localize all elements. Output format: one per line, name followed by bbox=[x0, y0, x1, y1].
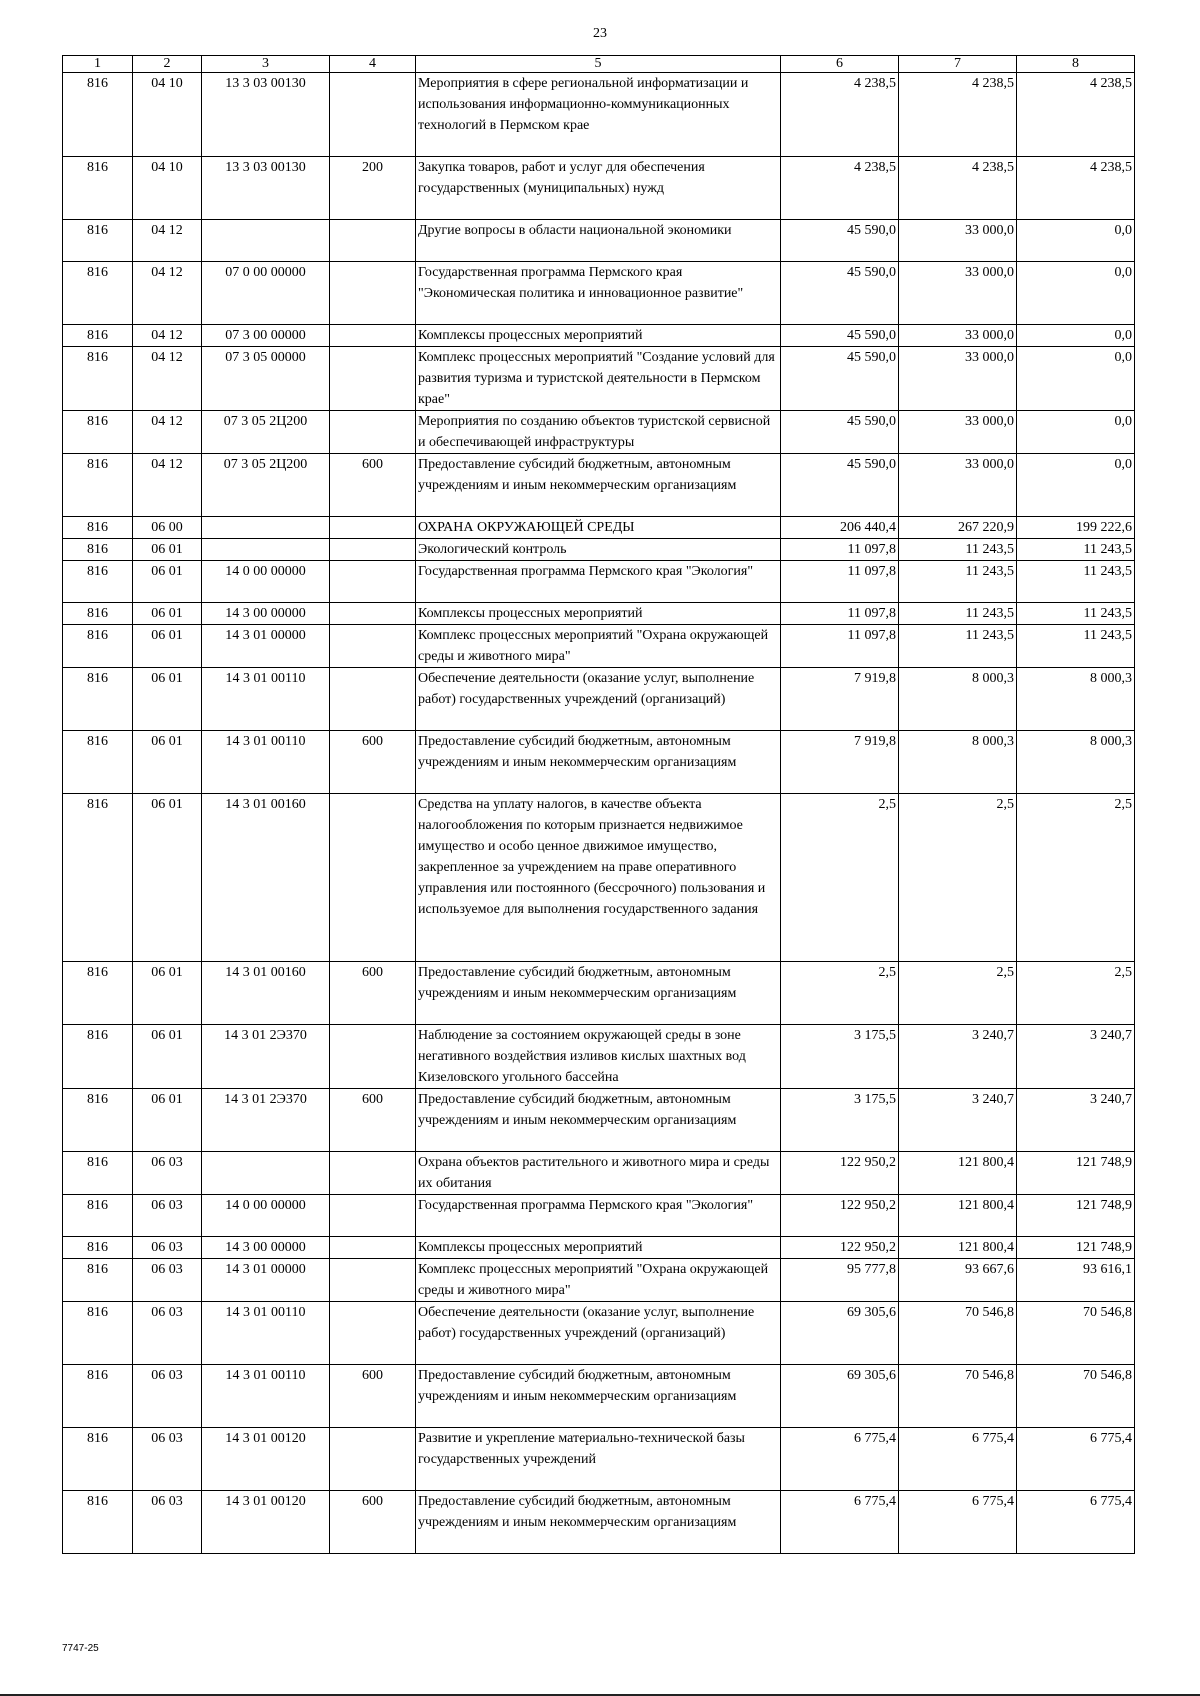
ministry-code-cell: 816 bbox=[63, 1302, 133, 1365]
target-article-cell: 14 3 01 00160 bbox=[202, 962, 330, 1025]
amount-year-3-cell: 2,5 bbox=[1017, 794, 1135, 962]
target-article-cell: 14 3 00 00000 bbox=[202, 1237, 330, 1259]
table-row bbox=[63, 668, 1135, 731]
column-header: 4 bbox=[330, 56, 416, 73]
column-header: 7 bbox=[899, 56, 1017, 73]
amount-year-3-cell: 121 748,9 bbox=[1017, 1152, 1135, 1195]
expense-type-cell bbox=[330, 794, 416, 962]
table-row bbox=[63, 1365, 1135, 1428]
description-cell: Наблюдение за состоянием окружающей среды в зоне негативного воздействия изливов кислых шахтных вод Кизеловского угольного бассейна bbox=[416, 1025, 781, 1089]
amount-year-1-cell: 45 590,0 bbox=[781, 411, 899, 454]
column-header: 5 bbox=[416, 56, 781, 73]
amount-year-1-cell: 6 775,4 bbox=[781, 1428, 899, 1491]
amount-year-3-cell: 3 240,7 bbox=[1017, 1025, 1135, 1089]
amount-year-2-cell: 93 667,6 bbox=[899, 1259, 1017, 1302]
section-code-cell: 06 01 bbox=[133, 1025, 202, 1089]
description-cell: Комплексы процессных мероприятий bbox=[416, 325, 781, 347]
amount-year-1-cell: 122 950,2 bbox=[781, 1152, 899, 1195]
target-article-cell bbox=[202, 539, 330, 561]
document-code: 7747-25 bbox=[62, 1643, 99, 1654]
ministry-code-cell: 816 bbox=[63, 73, 133, 157]
table-row bbox=[63, 517, 1135, 539]
section-code-cell: 04 12 bbox=[133, 262, 202, 325]
target-article-cell: 14 3 01 00120 bbox=[202, 1428, 330, 1491]
amount-year-2-cell: 33 000,0 bbox=[899, 454, 1017, 517]
amount-year-1-cell: 4 238,5 bbox=[781, 73, 899, 157]
ministry-code-cell: 816 bbox=[63, 1237, 133, 1259]
target-article-cell: 14 3 01 00000 bbox=[202, 625, 330, 668]
table-row bbox=[63, 1237, 1135, 1259]
amount-year-1-cell: 3 175,5 bbox=[781, 1025, 899, 1089]
ministry-code-cell: 816 bbox=[63, 668, 133, 731]
target-article-cell: 07 3 05 00000 bbox=[202, 347, 330, 411]
section-code-cell: 06 01 bbox=[133, 794, 202, 962]
amount-year-2-cell: 33 000,0 bbox=[899, 262, 1017, 325]
column-header: 1 bbox=[63, 56, 133, 73]
table-row bbox=[63, 157, 1135, 220]
amount-year-3-cell: 4 238,5 bbox=[1017, 157, 1135, 220]
expense-type-cell bbox=[330, 262, 416, 325]
amount-year-2-cell: 8 000,3 bbox=[899, 731, 1017, 794]
table-row bbox=[63, 1195, 1135, 1237]
amount-year-1-cell: 11 097,8 bbox=[781, 539, 899, 561]
amount-year-3-cell: 0,0 bbox=[1017, 454, 1135, 517]
amount-year-1-cell: 95 777,8 bbox=[781, 1259, 899, 1302]
ministry-code-cell: 816 bbox=[63, 794, 133, 962]
ministry-code-cell: 816 bbox=[63, 220, 133, 262]
amount-year-1-cell: 2,5 bbox=[781, 794, 899, 962]
ministry-code-cell: 816 bbox=[63, 1152, 133, 1195]
expense-type-cell bbox=[330, 411, 416, 454]
amount-year-3-cell: 0,0 bbox=[1017, 325, 1135, 347]
amount-year-2-cell: 4 238,5 bbox=[899, 157, 1017, 220]
target-article-cell: 14 3 01 00110 bbox=[202, 1365, 330, 1428]
amount-year-3-cell: 0,0 bbox=[1017, 262, 1135, 325]
expense-type-cell bbox=[330, 220, 416, 262]
description-cell: ОХРАНА ОКРУЖАЮЩЕЙ СРЕДЫ bbox=[416, 517, 781, 539]
amount-year-1-cell: 206 440,4 bbox=[781, 517, 899, 539]
expense-type-cell bbox=[330, 73, 416, 157]
description-cell: Мероприятия по созданию объектов туристской сервисной и обеспечивающей инфраструктуры bbox=[416, 411, 781, 454]
amount-year-2-cell: 70 546,8 bbox=[899, 1302, 1017, 1365]
amount-year-2-cell: 3 240,7 bbox=[899, 1089, 1017, 1152]
amount-year-1-cell: 122 950,2 bbox=[781, 1237, 899, 1259]
section-code-cell: 04 10 bbox=[133, 157, 202, 220]
target-article-cell: 14 0 00 00000 bbox=[202, 1195, 330, 1237]
section-code-cell: 06 01 bbox=[133, 625, 202, 668]
expense-type-cell bbox=[330, 1237, 416, 1259]
description-cell: Предоставление субсидий бюджетным, автономным учреждениям и иным некоммерческим организациям bbox=[416, 731, 781, 794]
ministry-code-cell: 816 bbox=[63, 539, 133, 561]
expense-type-cell bbox=[330, 625, 416, 668]
expense-type-cell: 200 bbox=[330, 157, 416, 220]
amount-year-3-cell: 93 616,1 bbox=[1017, 1259, 1135, 1302]
description-cell: Предоставление субсидий бюджетным, автономным учреждениям и иным некоммерческим организациям bbox=[416, 962, 781, 1025]
amount-year-1-cell: 45 590,0 bbox=[781, 325, 899, 347]
amount-year-2-cell: 70 546,8 bbox=[899, 1365, 1017, 1428]
table-body bbox=[63, 73, 1135, 1554]
section-code-cell: 04 12 bbox=[133, 347, 202, 411]
table-row bbox=[63, 1089, 1135, 1152]
ministry-code-cell: 816 bbox=[63, 561, 133, 603]
expense-type-cell bbox=[330, 1302, 416, 1365]
amount-year-2-cell: 33 000,0 bbox=[899, 220, 1017, 262]
description-cell: Государственная программа Пермского края "Экология" bbox=[416, 561, 781, 603]
table-row bbox=[63, 411, 1135, 454]
description-cell: Охрана объектов растительного и животного мира и среды их обитания bbox=[416, 1152, 781, 1195]
amount-year-3-cell: 11 243,5 bbox=[1017, 625, 1135, 668]
amount-year-2-cell: 6 775,4 bbox=[899, 1491, 1017, 1554]
column-header: 3 bbox=[202, 56, 330, 73]
amount-year-3-cell: 8 000,3 bbox=[1017, 731, 1135, 794]
ministry-code-cell: 816 bbox=[63, 1491, 133, 1554]
expense-type-cell bbox=[330, 603, 416, 625]
budget-table bbox=[62, 55, 1135, 1554]
target-article-cell: 14 3 01 00000 bbox=[202, 1259, 330, 1302]
amount-year-2-cell: 121 800,4 bbox=[899, 1195, 1017, 1237]
target-article-cell bbox=[202, 1152, 330, 1195]
target-article-cell: 07 3 00 00000 bbox=[202, 325, 330, 347]
target-article-cell: 13 3 03 00130 bbox=[202, 73, 330, 157]
ministry-code-cell: 816 bbox=[63, 1195, 133, 1237]
amount-year-1-cell: 45 590,0 bbox=[781, 454, 899, 517]
description-cell: Комплексы процессных мероприятий bbox=[416, 603, 781, 625]
amount-year-2-cell: 6 775,4 bbox=[899, 1428, 1017, 1491]
ministry-code-cell: 816 bbox=[63, 454, 133, 517]
amount-year-3-cell: 2,5 bbox=[1017, 962, 1135, 1025]
description-cell: Мероприятия в сфере региональной информатизации и использования информационно-коммуникационных технологий в Пермском крае bbox=[416, 73, 781, 157]
target-article-cell: 14 3 01 00120 bbox=[202, 1491, 330, 1554]
expense-type-cell: 600 bbox=[330, 1491, 416, 1554]
table-row bbox=[63, 347, 1135, 411]
amount-year-1-cell: 45 590,0 bbox=[781, 262, 899, 325]
amount-year-2-cell: 11 243,5 bbox=[899, 625, 1017, 668]
page-number: 23 bbox=[593, 26, 607, 41]
table-row bbox=[63, 1259, 1135, 1302]
column-header: 6 bbox=[781, 56, 899, 73]
section-code-cell: 06 03 bbox=[133, 1365, 202, 1428]
amount-year-1-cell: 69 305,6 bbox=[781, 1365, 899, 1428]
table-row bbox=[63, 1025, 1135, 1089]
section-code-cell: 06 01 bbox=[133, 561, 202, 603]
table-row bbox=[63, 1302, 1135, 1365]
amount-year-2-cell: 11 243,5 bbox=[899, 603, 1017, 625]
expense-type-cell bbox=[330, 517, 416, 539]
expense-type-cell bbox=[330, 1259, 416, 1302]
ministry-code-cell: 816 bbox=[63, 1025, 133, 1089]
section-code-cell: 04 12 bbox=[133, 454, 202, 517]
table-row bbox=[63, 73, 1135, 157]
column-header: 8 bbox=[1017, 56, 1135, 73]
amount-year-3-cell: 0,0 bbox=[1017, 347, 1135, 411]
description-cell: Предоставление субсидий бюджетным, автономным учреждениям и иным некоммерческим организациям bbox=[416, 1365, 781, 1428]
amount-year-3-cell: 70 546,8 bbox=[1017, 1302, 1135, 1365]
section-code-cell: 06 03 bbox=[133, 1195, 202, 1237]
section-code-cell: 04 10 bbox=[133, 73, 202, 157]
description-cell: Государственная программа Пермского края "Экономическая политика и инновационное развитие" bbox=[416, 262, 781, 325]
amount-year-1-cell: 69 305,6 bbox=[781, 1302, 899, 1365]
amount-year-2-cell: 2,5 bbox=[899, 794, 1017, 962]
ministry-code-cell: 816 bbox=[63, 262, 133, 325]
section-code-cell: 06 03 bbox=[133, 1259, 202, 1302]
amount-year-2-cell: 121 800,4 bbox=[899, 1237, 1017, 1259]
section-code-cell: 06 01 bbox=[133, 1089, 202, 1152]
section-code-cell: 06 03 bbox=[133, 1428, 202, 1491]
target-article-cell: 07 3 05 2Ц200 bbox=[202, 411, 330, 454]
section-code-cell: 06 03 bbox=[133, 1302, 202, 1365]
section-code-cell: 06 01 bbox=[133, 603, 202, 625]
amount-year-3-cell: 121 748,9 bbox=[1017, 1195, 1135, 1237]
section-code-cell: 06 01 bbox=[133, 731, 202, 794]
table-header-row bbox=[63, 56, 1135, 73]
amount-year-1-cell: 11 097,8 bbox=[781, 603, 899, 625]
amount-year-2-cell: 121 800,4 bbox=[899, 1152, 1017, 1195]
amount-year-2-cell: 2,5 bbox=[899, 962, 1017, 1025]
expense-type-cell: 600 bbox=[330, 1365, 416, 1428]
amount-year-3-cell: 6 775,4 bbox=[1017, 1428, 1135, 1491]
section-code-cell: 06 00 bbox=[133, 517, 202, 539]
amount-year-3-cell: 70 546,8 bbox=[1017, 1365, 1135, 1428]
amount-year-2-cell: 33 000,0 bbox=[899, 347, 1017, 411]
table-row bbox=[63, 1152, 1135, 1195]
amount-year-1-cell: 11 097,8 bbox=[781, 561, 899, 603]
amount-year-1-cell: 6 775,4 bbox=[781, 1491, 899, 1554]
target-article-cell: 14 3 01 00110 bbox=[202, 731, 330, 794]
expense-type-cell bbox=[330, 1195, 416, 1237]
description-cell: Комплекс процессных мероприятий "Создание условий для развития туризма и туристской деятельности в Пермском крае" bbox=[416, 347, 781, 411]
expense-type-cell bbox=[330, 325, 416, 347]
ministry-code-cell: 816 bbox=[63, 517, 133, 539]
table-row bbox=[63, 539, 1135, 561]
amount-year-2-cell: 33 000,0 bbox=[899, 411, 1017, 454]
amount-year-2-cell: 11 243,5 bbox=[899, 561, 1017, 603]
ministry-code-cell: 816 bbox=[63, 411, 133, 454]
ministry-code-cell: 816 bbox=[63, 1428, 133, 1491]
amount-year-3-cell: 0,0 bbox=[1017, 220, 1135, 262]
expense-type-cell bbox=[330, 1428, 416, 1491]
expense-type-cell bbox=[330, 347, 416, 411]
target-article-cell: 07 3 05 2Ц200 bbox=[202, 454, 330, 517]
amount-year-1-cell: 11 097,8 bbox=[781, 625, 899, 668]
target-article-cell: 14 0 00 00000 bbox=[202, 561, 330, 603]
amount-year-1-cell: 7 919,8 bbox=[781, 668, 899, 731]
section-code-cell: 06 03 bbox=[133, 1491, 202, 1554]
section-code-cell: 06 03 bbox=[133, 1152, 202, 1195]
target-article-cell: 07 0 00 00000 bbox=[202, 262, 330, 325]
target-article-cell: 14 3 00 00000 bbox=[202, 603, 330, 625]
amount-year-3-cell: 6 775,4 bbox=[1017, 1491, 1135, 1554]
amount-year-1-cell: 4 238,5 bbox=[781, 157, 899, 220]
table-row bbox=[63, 625, 1135, 668]
description-cell: Обеспечение деятельности (оказание услуг, выполнение работ) государственных учреждений (организаций) bbox=[416, 668, 781, 731]
amount-year-3-cell: 11 243,5 bbox=[1017, 603, 1135, 625]
description-cell: Экологический контроль bbox=[416, 539, 781, 561]
amount-year-1-cell: 2,5 bbox=[781, 962, 899, 1025]
section-code-cell: 04 12 bbox=[133, 220, 202, 262]
expense-type-cell: 600 bbox=[330, 454, 416, 517]
description-cell: Комплекс процессных мероприятий "Охрана окружающей среды и животного мира" bbox=[416, 625, 781, 668]
target-article-cell bbox=[202, 517, 330, 539]
target-article-cell: 14 3 01 2Э370 bbox=[202, 1025, 330, 1089]
target-article-cell: 14 3 01 00160 bbox=[202, 794, 330, 962]
description-cell: Комплекс процессных мероприятий "Охрана окружающей среды и животного мира" bbox=[416, 1259, 781, 1302]
target-article-cell: 14 3 01 00110 bbox=[202, 668, 330, 731]
description-cell: Развитие и укрепление материально-технической базы государственных учреждений bbox=[416, 1428, 781, 1491]
ministry-code-cell: 816 bbox=[63, 1365, 133, 1428]
description-cell: Комплексы процессных мероприятий bbox=[416, 1237, 781, 1259]
amount-year-1-cell: 45 590,0 bbox=[781, 347, 899, 411]
amount-year-2-cell: 33 000,0 bbox=[899, 325, 1017, 347]
amount-year-2-cell: 4 238,5 bbox=[899, 73, 1017, 157]
ministry-code-cell: 816 bbox=[63, 625, 133, 668]
amount-year-3-cell: 11 243,5 bbox=[1017, 539, 1135, 561]
ministry-code-cell: 816 bbox=[63, 962, 133, 1025]
description-cell: Другие вопросы в области национальной экономики bbox=[416, 220, 781, 262]
expense-type-cell: 600 bbox=[330, 962, 416, 1025]
ministry-code-cell: 816 bbox=[63, 1089, 133, 1152]
section-code-cell: 06 01 bbox=[133, 962, 202, 1025]
ministry-code-cell: 816 bbox=[63, 731, 133, 794]
expense-type-cell bbox=[330, 561, 416, 603]
ministry-code-cell: 816 bbox=[63, 347, 133, 411]
description-cell: Предоставление субсидий бюджетным, автономным учреждениям и иным некоммерческим организациям bbox=[416, 1089, 781, 1152]
table-row bbox=[63, 794, 1135, 962]
description-cell: Закупка товаров, работ и услуг для обеспечения государственных (муниципальных) нужд bbox=[416, 157, 781, 220]
description-cell: Государственная программа Пермского края "Экология" bbox=[416, 1195, 781, 1237]
table-row bbox=[63, 731, 1135, 794]
section-code-cell: 06 03 bbox=[133, 1237, 202, 1259]
table-row bbox=[63, 1428, 1135, 1491]
amount-year-2-cell: 11 243,5 bbox=[899, 539, 1017, 561]
table-row bbox=[63, 325, 1135, 347]
amount-year-2-cell: 3 240,7 bbox=[899, 1025, 1017, 1089]
table-row bbox=[63, 561, 1135, 603]
expense-type-cell bbox=[330, 539, 416, 561]
description-cell: Обеспечение деятельности (оказание услуг, выполнение работ) государственных учреждений (организаций) bbox=[416, 1302, 781, 1365]
description-cell: Предоставление субсидий бюджетным, автономным учреждениям и иным некоммерческим организациям bbox=[416, 1491, 781, 1554]
amount-year-3-cell: 199 222,6 bbox=[1017, 517, 1135, 539]
target-article-cell: 14 3 01 2Э370 bbox=[202, 1089, 330, 1152]
expense-type-cell: 600 bbox=[330, 1089, 416, 1152]
table-row bbox=[63, 962, 1135, 1025]
target-article-cell: 14 3 01 00110 bbox=[202, 1302, 330, 1365]
expense-type-cell bbox=[330, 1152, 416, 1195]
table-row bbox=[63, 262, 1135, 325]
amount-year-3-cell: 0,0 bbox=[1017, 411, 1135, 454]
column-header: 2 bbox=[133, 56, 202, 73]
ministry-code-cell: 816 bbox=[63, 603, 133, 625]
table-row bbox=[63, 454, 1135, 517]
amount-year-1-cell: 7 919,8 bbox=[781, 731, 899, 794]
target-article-cell bbox=[202, 220, 330, 262]
target-article-cell: 13 3 03 00130 bbox=[202, 157, 330, 220]
expense-type-cell bbox=[330, 668, 416, 731]
section-code-cell: 04 12 bbox=[133, 325, 202, 347]
amount-year-1-cell: 122 950,2 bbox=[781, 1195, 899, 1237]
amount-year-2-cell: 267 220,9 bbox=[899, 517, 1017, 539]
amount-year-1-cell: 3 175,5 bbox=[781, 1089, 899, 1152]
description-cell: Средства на уплату налогов, в качестве объекта налогообложения по которым признается недвижимое имущество и особо ценное движимое имущество, закрепленное за учреждением на праве оперативного управления или постоянного (бессрочного) пользования и используемое для выполнения государственного задания bbox=[416, 794, 781, 962]
amount-year-3-cell: 11 243,5 bbox=[1017, 561, 1135, 603]
ministry-code-cell: 816 bbox=[63, 157, 133, 220]
expense-type-cell: 600 bbox=[330, 731, 416, 794]
section-code-cell: 06 01 bbox=[133, 668, 202, 731]
amount-year-2-cell: 8 000,3 bbox=[899, 668, 1017, 731]
table-row bbox=[63, 1491, 1135, 1554]
section-code-cell: 06 01 bbox=[133, 539, 202, 561]
table-row bbox=[63, 603, 1135, 625]
description-cell: Предоставление субсидий бюджетным, автономным учреждениям и иным некоммерческим организациям bbox=[416, 454, 781, 517]
amount-year-1-cell: 45 590,0 bbox=[781, 220, 899, 262]
amount-year-3-cell: 8 000,3 bbox=[1017, 668, 1135, 731]
section-code-cell: 04 12 bbox=[133, 411, 202, 454]
amount-year-3-cell: 121 748,9 bbox=[1017, 1237, 1135, 1259]
expense-type-cell bbox=[330, 1025, 416, 1089]
amount-year-3-cell: 3 240,7 bbox=[1017, 1089, 1135, 1152]
table-row bbox=[63, 220, 1135, 262]
amount-year-3-cell: 4 238,5 bbox=[1017, 73, 1135, 157]
ministry-code-cell: 816 bbox=[63, 1259, 133, 1302]
ministry-code-cell: 816 bbox=[63, 325, 133, 347]
